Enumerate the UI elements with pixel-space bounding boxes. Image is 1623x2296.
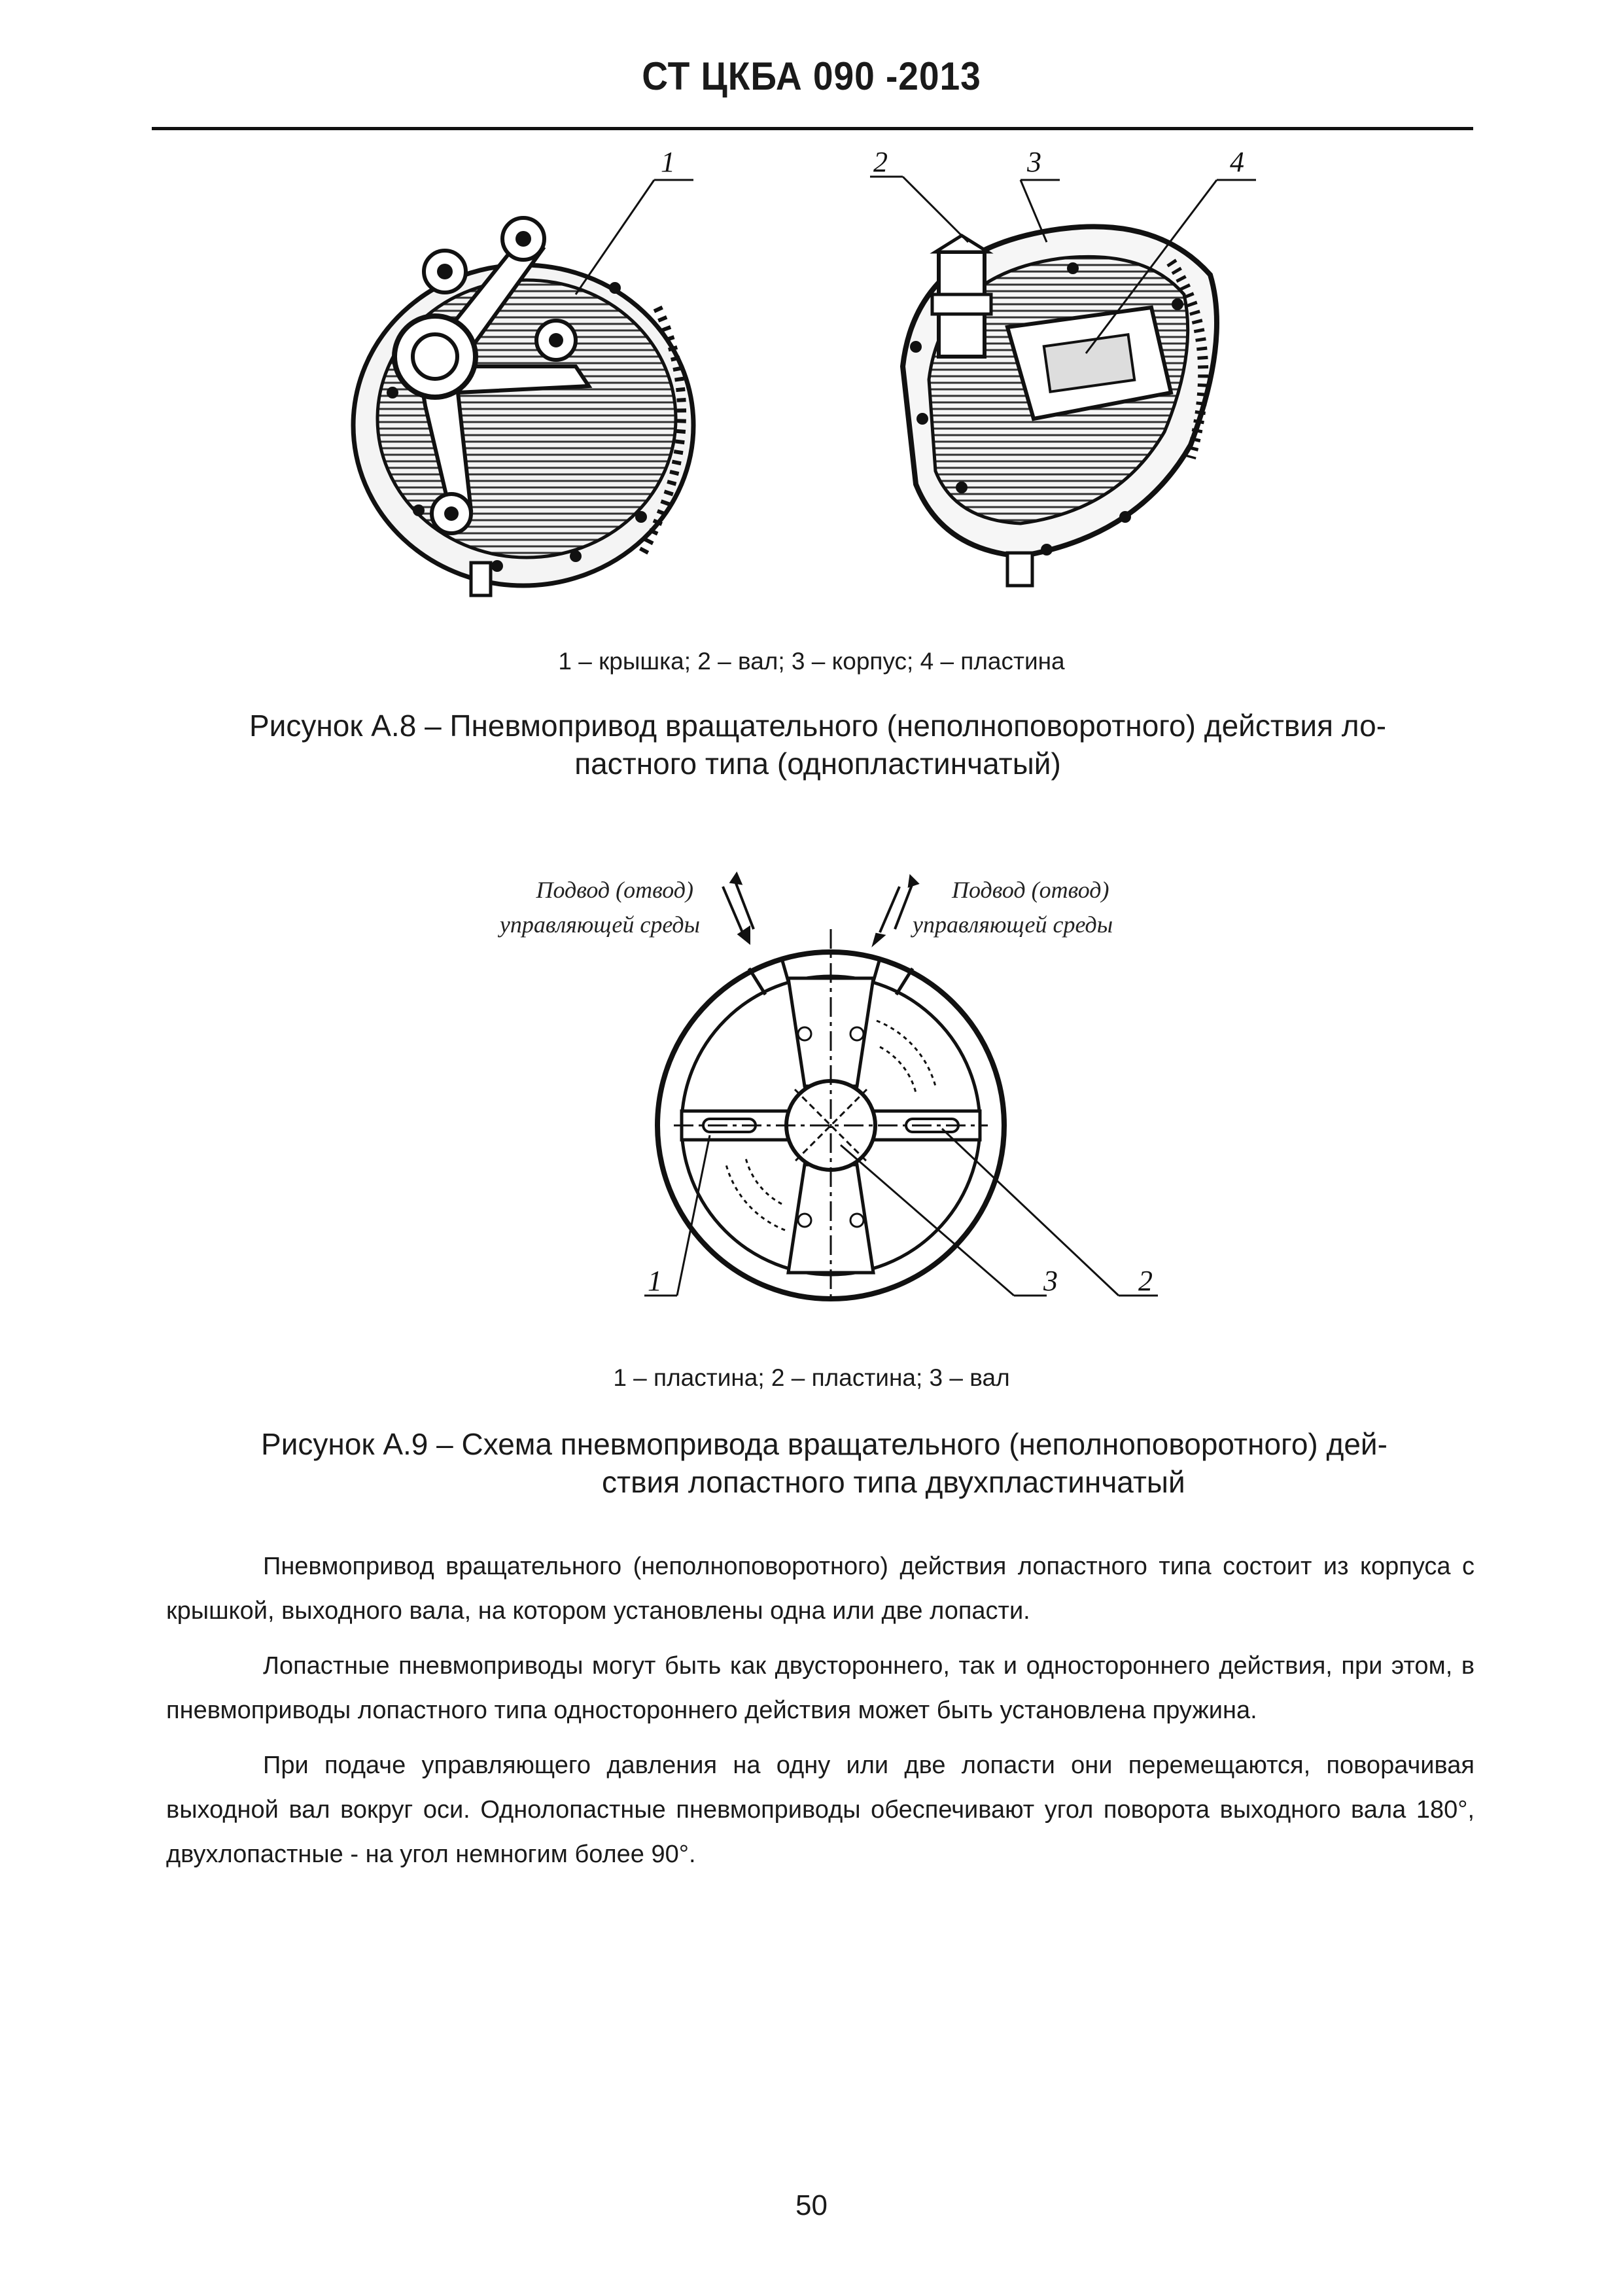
callout-a9-1: 1	[648, 1265, 662, 1297]
callout-a9-3: 3	[1043, 1265, 1058, 1297]
figure-a9-caption-line2: ствия лопастного типа двухпластинчатый	[602, 1465, 1185, 1499]
figure-a8-caption	[196, 707, 1439, 783]
page-number: 50	[795, 2189, 828, 2221]
figure-a8-legend: 1 – крышка; 2 – вал; 3 – корпус; 4 – пластина	[558, 648, 1065, 675]
supply-note-left-line1: Подвод (отвод)	[536, 877, 693, 903]
document-code-header: СТ ЦКБА 090 -2013	[642, 54, 981, 98]
body-paragraph-3: При подаче управляющего давления на одну или две лопасти они перемещаются, поворачивая выходной вал вокруг оси. Однолопастные пневмоприводы обеспечивают угол поворота выходного вала 180°, двухлопастные - на угол немногим более 90°.	[166, 1752, 1475, 1868]
callout-a8-3: 3	[1027, 146, 1041, 178]
figure-a9-legend: 1 – пластина; 2 – пластина; 3 – вал	[613, 1364, 1010, 1391]
two-vane-schematic	[498, 874, 1158, 1302]
figure-a9-caption-line1: Рисунок А.9 – Схема пневмопривода вращательного (неполноповоротного) дей-	[261, 1427, 1387, 1461]
supply-arrows-left	[723, 874, 754, 942]
actuator-cover-drawing	[353, 180, 693, 595]
actuator-body-drawing	[870, 177, 1256, 586]
body-paragraph-2: Лопастные пневмоприводы могут быть как двустороннего, так и одностороннего действия, при этом, в пневмоприводы лопастного типа одностороннего действия может быть установлена пружина.	[166, 1652, 1475, 1724]
supply-note-right-line1: Подвод (отвод)	[952, 877, 1109, 903]
figure-a8-caption-line2: пастного типа (однопластинчатый)	[574, 747, 1061, 781]
supply-note-right-line2: управляющей среды	[913, 911, 1113, 938]
supply-arrows-right	[874, 877, 917, 944]
callout-a8-1: 1	[661, 146, 675, 178]
supply-note-left-line2: управляющей среды	[499, 911, 700, 938]
callout-a8-4: 4	[1230, 146, 1244, 178]
figure-a8-caption-line1: Рисунок А.8 – Пневмопривод вращательного (неполноповоротного) действия ло-	[249, 709, 1387, 743]
callout-a9-2: 2	[1138, 1265, 1153, 1297]
figure-a9-caption	[183, 1425, 1465, 1501]
callout-a8-2: 2	[873, 146, 888, 178]
body-paragraph-1: Пневмопривод вращательного (неполноповоротного) действия лопастного типа состоит из корпуса с крышкой, выходного вала, на котором установлены одна или две лопасти.	[166, 1553, 1475, 1625]
